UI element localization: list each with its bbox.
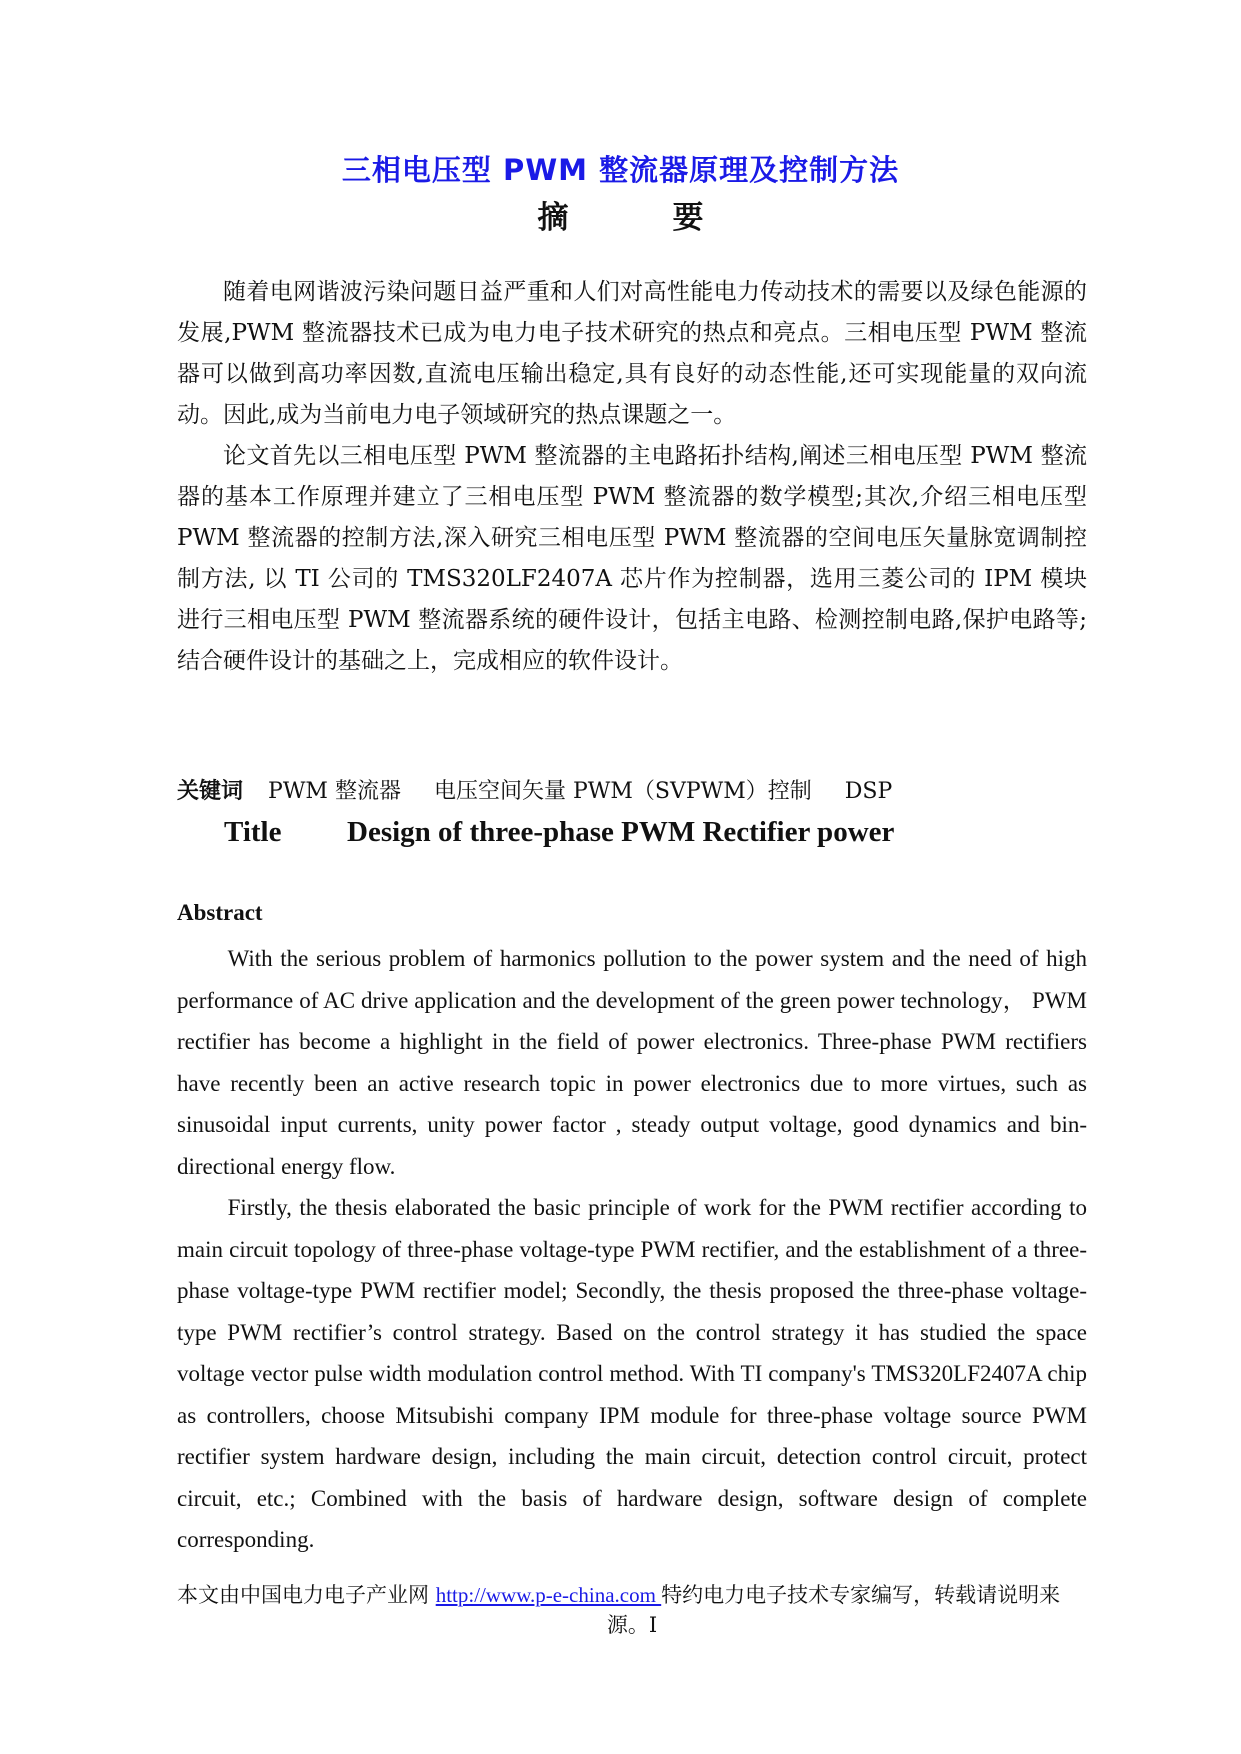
english-abstract-body <box>177 938 1087 1561</box>
chinese-abstract-heading <box>0 192 1241 237</box>
chinese-paragraph: 随着电网谐波污染问题日益严重和人们对高性能电力传动技术的需要以及绿色能源的发展,PWM 整流器技术已成为电力电子技术研究的热点和亮点。三相电压型 PWM 整流器可以做到高功率因数,直流电压输出稳定,具有良好的动态性能,还可实现能量的双向流动。因此,成为当前电力电子领域研究的热点课题之一。 <box>177 279 1087 428</box>
footer-suffix: 特约电力电子技术专家编写，转载请说明来 <box>661 1583 1061 1607</box>
english-title <box>224 810 1124 854</box>
keyword-item: PWM 整流器 <box>268 779 401 804</box>
footer-prefix: 本文由中国电力电子产业网 <box>177 1583 436 1607</box>
english-abstract-heading: Abstract <box>177 900 263 925</box>
english-paragraph: With the serious problem of harmonics pollution to the power system and the need of high performance of AC drive application and the development of the green power technology， PWM rectifier has become a highlight in the field of power electronics. Three-phase PWM rectifiers have recently been an active research topic in power electronics due to more virtues, such as sinusoidal input currents, unity power factor , steady output voltage, good dynamics and bin-directional energy flow. <box>177 946 1087 1179</box>
footer-line-2: 源。I <box>606 1613 658 1637</box>
keywords-line <box>177 772 1087 812</box>
english-paragraph: Firstly, the thesis elaborated the basic principle of work for the PWM rectifier according to main circuit topology of three-phase voltage-type PWM rectifier, and the establishment of a three-phase voltage-type PWM rectifier model; Secondly, the thesis proposed the three-phase voltage-type PWM rectifier’s control strategy. Based on the control strategy it has studied the space voltage vector pulse width modulation control method. With TI company's TMS320LF2407A chip as controllers, choose Mitsubishi company IPM module for three-phase voltage source PWM rectifier system hardware design, including the main circuit, detection control circuit, protect circuit, etc.; Combined with the basis of hardware design, software design of complete corresponding. <box>177 1195 1087 1552</box>
abstract-heading-char-2: 要 <box>672 200 704 236</box>
keywords-label: 关键词 <box>177 779 244 804</box>
keyword-item: 电压空间矢量 PWM（SVPWM）控制 <box>433 779 812 804</box>
chinese-title: 三相电压型 PWM 整流器原理及控制方法 <box>341 153 900 187</box>
abstract-heading-char-1: 摘 <box>537 200 569 236</box>
keyword-item: DSP <box>844 779 893 804</box>
english-title-label: Title <box>224 816 282 848</box>
page-footer <box>177 1580 1087 1640</box>
chinese-paragraph: 论文首先以三相电压型 PWM 整流器的主电路拓扑结构,阐述三相电压型 PWM 整流器的基本工作原理并建立了三相电压型 PWM 整流器的数学模型;其次,介绍三相电压型 PWM 整流器的控制方法,深入研究三相电压型 PWM 整流器的空间电压矢量脉宽调制控制方法, 以 TI 公司的 TMS320LF2407A 芯片作为控制器，选用三菱公司的 IPM 模块进行三相电压型 PWM 整流器系统的硬件设计，包括主电路、检测控制电路,保护电路等;结合硬件设计的基础之上，完成相应的软件设计。 <box>177 443 1087 674</box>
footer-link[interactable]: http://www.p-e-china.com <box>435 1583 662 1607</box>
chinese-abstract-body <box>177 272 1087 682</box>
english-title-text: Design of three-phase PWM Rectifier power <box>347 816 895 848</box>
